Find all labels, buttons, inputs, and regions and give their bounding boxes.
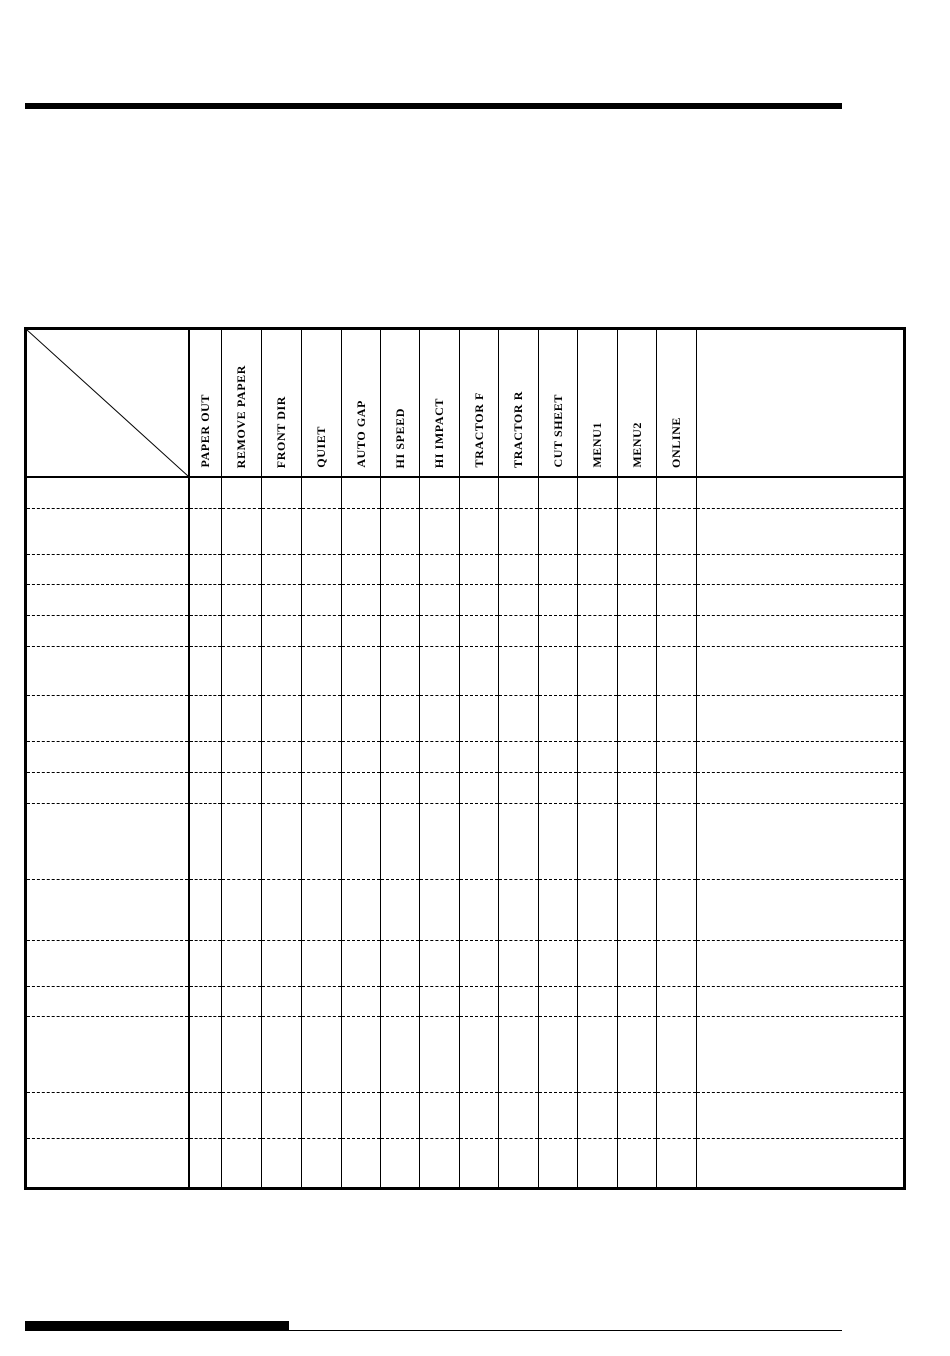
indicator-cell [538,584,577,615]
column-header-label: AUTO GAP [353,400,368,468]
indicator-cell [419,741,459,772]
indicator-cell [380,508,419,554]
indicator-cell [419,508,459,554]
indicator-cell [656,741,696,772]
indicator-cell [459,554,498,584]
indicator-cell [221,477,261,508]
indicator-cell [459,1139,498,1187]
indicator-cell [380,646,419,695]
indicator-cell [577,646,617,695]
indicator-cell [419,1139,459,1187]
indicator-cell [459,1093,498,1139]
notes-cell [696,646,903,695]
indicator-cell [419,695,459,741]
indicator-cell [577,695,617,741]
indicator-cell [577,772,617,803]
indicator-cell [261,803,301,879]
indicator-cell [189,772,221,803]
indicator-cell [261,741,301,772]
row-label-cell [27,987,189,1017]
table-row [27,695,903,741]
table-row [27,1017,903,1093]
indicator-cell [656,477,696,508]
column-header-label: CUT SHEET [550,394,565,468]
row-label-cell [27,803,189,879]
indicator-cell [459,1017,498,1093]
indicator-cell [189,508,221,554]
indicator-cell [341,508,380,554]
indicator-cell [419,987,459,1017]
indicator-cell [538,879,577,940]
column-header [617,330,656,477]
indicator-cell [341,803,380,879]
indicator-cell [261,987,301,1017]
notes-cell [696,615,903,646]
indicator-cell [419,941,459,987]
indicator-cell [341,554,380,584]
column-header-label: ONLINE [669,417,683,468]
indicator-cell [459,646,498,695]
indicator-cell [301,695,341,741]
indicator-cell [459,879,498,940]
indicator-cell [380,741,419,772]
indicator-cell [577,477,617,508]
indicator-cell [380,987,419,1017]
indicator-cell [617,772,656,803]
column-header [221,330,261,477]
column-header [459,330,498,477]
column-header [498,330,538,477]
indicator-cell [538,646,577,695]
table-row [27,1093,903,1139]
indicator-cell [617,803,656,879]
indicator-cell [341,772,380,803]
indicator-cell [617,987,656,1017]
indicator-cell [656,941,696,987]
top-rule [25,103,842,109]
indicator-cell [656,987,696,1017]
notes-column-header [696,330,903,477]
table-row [27,508,903,554]
indicator-cell [656,615,696,646]
indicator-cell [577,615,617,646]
indicator-cell [617,584,656,615]
indicator-cell [301,554,341,584]
notes-cell [696,1139,903,1187]
table-row [27,879,903,940]
indicator-cell [617,554,656,584]
indicator-cell [380,1093,419,1139]
indicator-cell [419,1093,459,1139]
indicator-cell [189,584,221,615]
indicator-cell [221,941,261,987]
indicator-cell [380,554,419,584]
row-label-cell [27,879,189,940]
indicator-cell [301,941,341,987]
column-header-label: FRONT DIR [274,395,288,468]
indicator-cell [617,1093,656,1139]
indicator-cell [221,1093,261,1139]
column-header-label: TRACTOR R [511,391,525,468]
indicator-cell [301,584,341,615]
indicator-cell [656,1139,696,1187]
indicator-cell [538,772,577,803]
indicator-cell [419,615,459,646]
indicator-cell [419,646,459,695]
indicator-cell [380,584,419,615]
indicator-cell [221,584,261,615]
column-header-label: REMOVE PAPER [234,364,248,468]
indicator-cell [538,695,577,741]
indicator-cell [221,554,261,584]
indicator-cell [189,1139,221,1187]
notes-cell [696,1017,903,1093]
indicator-cell [617,508,656,554]
indicator-cell [459,741,498,772]
row-label-cell [27,741,189,772]
indicator-cell [301,646,341,695]
indicator-cell [656,554,696,584]
indicator-cell [380,477,419,508]
indicator-cell [419,803,459,879]
row-label-cell [27,584,189,615]
row-label-cell [27,554,189,584]
row-label-cell [27,695,189,741]
indicator-cell [538,615,577,646]
indicator-cell [656,646,696,695]
indicator-cell [459,584,498,615]
column-header [577,330,617,477]
indicator-cell [221,879,261,940]
indicator-cell [341,646,380,695]
table-row [27,987,903,1017]
indicator-cell [261,646,301,695]
column-header [419,330,459,477]
indicator-cell [341,477,380,508]
indicator-cell [577,879,617,940]
header-row [27,330,903,477]
indicator-cell [498,1093,538,1139]
indicator-cell [656,879,696,940]
column-header [261,330,301,477]
indicator-cell [301,1017,341,1093]
column-header [380,330,419,477]
indicator-cell [221,615,261,646]
indicator-cell [261,1093,301,1139]
indicator-cell [617,615,656,646]
notes-cell [696,803,903,879]
table-row [27,1139,903,1187]
indicator-cell [577,1139,617,1187]
indicator-cell [498,1139,538,1187]
table-row [27,615,903,646]
column-header [538,330,577,477]
indicator-cell [221,646,261,695]
indicator-cell [538,987,577,1017]
indicator-cell [459,508,498,554]
indicator-cell [419,879,459,940]
indicator-cell [577,803,617,879]
indicator-cell [341,1093,380,1139]
indicator-cell [617,879,656,940]
table-row [27,941,903,987]
table-body [27,477,903,1187]
indicator-cell [538,1093,577,1139]
indicator-cell [538,477,577,508]
indicator-cell [459,987,498,1017]
notes-cell [696,772,903,803]
indicator-cell [189,741,221,772]
indicator-cell [538,941,577,987]
notes-cell [696,987,903,1017]
row-label-cell [27,1139,189,1187]
indicator-cell [617,646,656,695]
indicator-cell [341,615,380,646]
indicator-cell [189,879,221,940]
indicator-cell [189,695,221,741]
indicator-cell [301,1093,341,1139]
indicator-cell [577,1093,617,1139]
row-label-cell [27,615,189,646]
indicator-cell [498,477,538,508]
indicator-cell [538,1017,577,1093]
indicator-cell [221,803,261,879]
indicator-cell [577,1017,617,1093]
indicator-cell [221,695,261,741]
column-header-label: MENU1 [590,422,604,468]
indicator-cell [538,554,577,584]
table-row [27,477,903,508]
indicator-cell [577,741,617,772]
indicator-cell [341,741,380,772]
column-header-label: QUIET [314,426,328,468]
indicator-cell [459,615,498,646]
footer-rule [25,1330,842,1331]
column-header-label: MENU2 [629,422,644,468]
indicator-cell [656,508,696,554]
indicator-cell [459,803,498,879]
indicator-cell [221,741,261,772]
indicator-cell [221,1017,261,1093]
indicator-cell [261,879,301,940]
indicator-cell [498,554,538,584]
table-row [27,554,903,584]
indicator-cell [538,803,577,879]
notes-cell [696,941,903,987]
indicator-cell [301,508,341,554]
indicator-cell [189,803,221,879]
row-label-cell [27,477,189,508]
indicator-cell [419,554,459,584]
table-row [27,803,903,879]
indicator-cell [459,477,498,508]
notes-cell [696,508,903,554]
notes-cell [696,1093,903,1139]
indicator-cell [617,741,656,772]
indicator-cell [498,987,538,1017]
column-header [301,330,341,477]
indicator-cell [459,941,498,987]
indicator-cell [301,741,341,772]
indicator-cell [656,1093,696,1139]
indicator-cell [498,508,538,554]
indicator-cell [419,772,459,803]
indicator-cell [380,695,419,741]
indicator-cell [221,508,261,554]
indicator-cell [538,508,577,554]
indicator-cell [498,584,538,615]
indicator-cell [498,741,538,772]
row-label-cell [27,1093,189,1139]
indicator-table [27,330,903,1187]
notes-cell [696,584,903,615]
indicator-cell [189,615,221,646]
diagonal-corner-cell [27,330,189,477]
column-header-label: HI SPEED [392,407,407,468]
indicator-cell [189,1093,221,1139]
indicator-cell [498,879,538,940]
indicator-cell [301,772,341,803]
indicator-cell [656,772,696,803]
indicator-cell [261,941,301,987]
indicator-cell [301,987,341,1017]
indicator-cell [617,1017,656,1093]
indicator-cell [380,615,419,646]
notes-cell [696,879,903,940]
indicator-cell [617,695,656,741]
indicator-cell [189,646,221,695]
indicator-cell [380,772,419,803]
row-label-cell [27,1017,189,1093]
indicator-cell [189,554,221,584]
indicator-cell [261,584,301,615]
indicator-cell [341,879,380,940]
table-row [27,584,903,615]
indicator-cell [341,987,380,1017]
indicator-cell [301,477,341,508]
table-row [27,646,903,695]
indicator-cell [189,1017,221,1093]
row-label-cell [27,941,189,987]
indicator-matrix [24,327,906,1190]
indicator-cell [341,695,380,741]
indicator-cell [459,695,498,741]
row-label-cell [27,646,189,695]
indicator-cell [419,584,459,615]
indicator-cell [189,941,221,987]
notes-cell [696,741,903,772]
indicator-cell [498,1017,538,1093]
indicator-cell [261,1139,301,1187]
column-header-label: PAPER OUT [198,394,213,468]
indicator-cell [380,879,419,940]
indicator-cell [577,554,617,584]
indicator-cell [617,477,656,508]
indicator-cell [189,477,221,508]
indicator-cell [577,987,617,1017]
indicator-cell [341,1017,380,1093]
indicator-cell [261,615,301,646]
diagonal-line [27,330,188,476]
indicator-cell [341,941,380,987]
indicator-cell [380,941,419,987]
indicator-cell [656,803,696,879]
indicator-cell [261,508,301,554]
column-header-label: TRACTOR F [471,392,486,468]
indicator-cell [577,508,617,554]
column-header [189,330,221,477]
indicator-cell [189,987,221,1017]
notes-cell [696,695,903,741]
indicator-cell [221,772,261,803]
indicator-cell [301,803,341,879]
row-label-cell [27,508,189,554]
indicator-cell [380,803,419,879]
indicator-cell [498,646,538,695]
table-row [27,772,903,803]
indicator-cell [341,584,380,615]
indicator-cell [656,695,696,741]
indicator-cell [419,477,459,508]
indicator-cell [656,1017,696,1093]
indicator-cell [419,1017,459,1093]
indicator-cell [261,554,301,584]
indicator-cell [577,584,617,615]
column-header [341,330,380,477]
indicator-cell [301,615,341,646]
indicator-cell [617,1139,656,1187]
indicator-cell [577,941,617,987]
table-row [27,741,903,772]
column-header [656,330,696,477]
indicator-cell [221,1139,261,1187]
indicator-cell [498,615,538,646]
indicator-cell [617,941,656,987]
indicator-cell [261,695,301,741]
indicator-cell [656,584,696,615]
indicator-cell [538,741,577,772]
indicator-cell [538,1139,577,1187]
indicator-cell [498,695,538,741]
indicator-cell [261,1017,301,1093]
indicator-cell [380,1017,419,1093]
row-label-cell [27,772,189,803]
notes-cell [696,477,903,508]
notes-cell [696,554,903,584]
indicator-cell [380,1139,419,1187]
indicator-cell [301,879,341,940]
indicator-cell [301,1139,341,1187]
indicator-cell [221,987,261,1017]
indicator-cell [459,772,498,803]
indicator-cell [498,941,538,987]
indicator-cell [341,1139,380,1187]
indicator-cell [261,772,301,803]
indicator-cell [498,772,538,803]
column-header-label: HI IMPACT [432,397,446,468]
indicator-cell [261,477,301,508]
indicator-cell [498,803,538,879]
